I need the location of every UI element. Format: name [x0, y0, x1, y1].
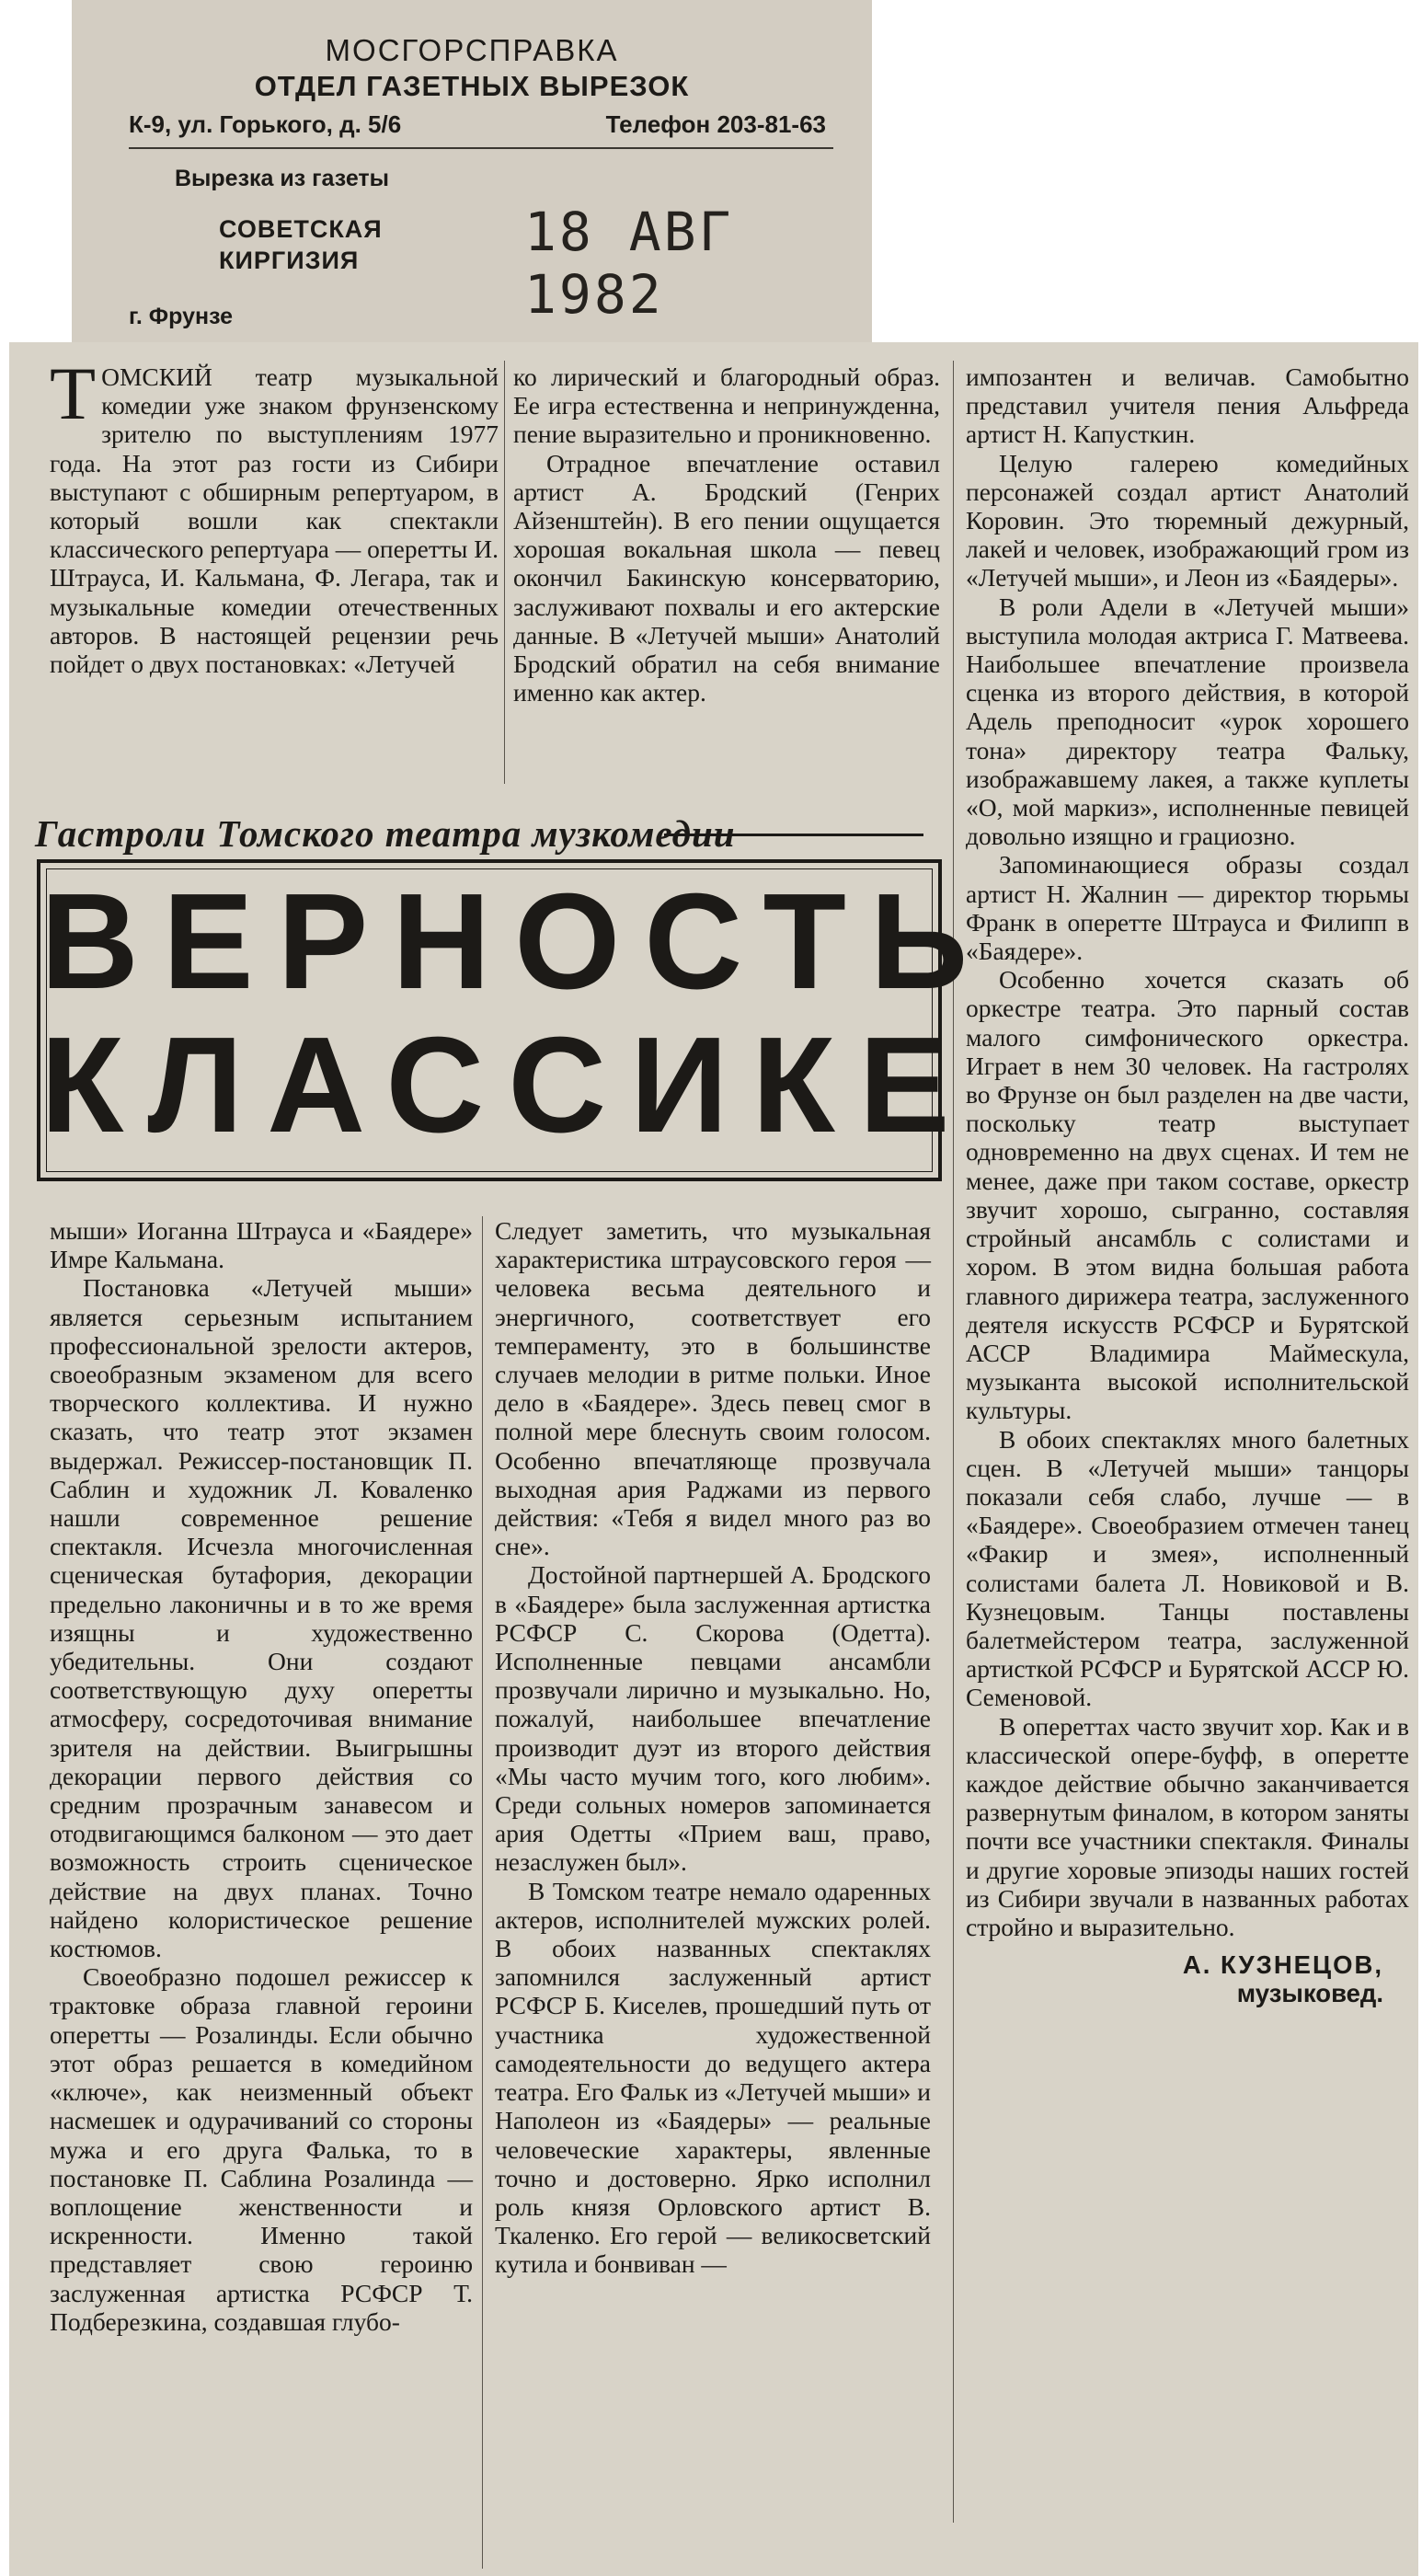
- paragraph: Целую галерею комедийных персонажей создал артист Анатолий Коровин. Это тюремный дежурный, лакей и человек, изображающий гром из «Летучей мыши», и Леон из «Баядеры».: [966, 448, 1409, 592]
- author-name: А. КУЗНЕЦОВ,: [1182, 1950, 1383, 1980]
- column-divider: [953, 361, 954, 2523]
- paragraph: [50, 351, 499, 679]
- paragraph: В Томском театре немало одаренных актеров, исполнителей мужских ролей. В обоих названных спектаклях запомнился заслуженный артист РСФСР Б. Киселев, прошедший путь от участника художественной самодеятельности до ведущего актера театра. Его Фальк из «Летучей мыши» и Наполеон из «Баядеры» — реальные человеческие характеры, явленные точно и достоверно. Ярко исполнил роль князя Орловского артист В. Ткаленко. Его герой — великосветский кутила и бонвиван —: [495, 1876, 931, 2279]
- label-city: г. Фрунзе: [129, 304, 234, 329]
- paragraph: импозантен и величав. Самобытно представил учителя пения Альфреда артист Н. Капусткин.: [966, 362, 1409, 449]
- author-role: музыковед.: [1236, 1979, 1383, 2008]
- drop-cap: Т: [50, 351, 97, 435]
- kicker-rule: [664, 834, 923, 836]
- column-divider: [504, 361, 505, 784]
- paragraph-text: ОМСКИЙ театр музыкальной комедии уже знаком фрунзенскому зрителю по выступлениям 1977 года. На этот раз гости из Сибири выступают с обширным репертуаром, в который вошли как спектакли классического репертуара — оперетты И. Штрауса, И. Кальмана, Ф. Легара, так и музыкальные комедии отечественных авторов. В настоящей рецензии речь пойдет о двух постановках: «Летучей: [50, 362, 499, 679]
- label-source-caption: Вырезка из газеты: [175, 166, 389, 191]
- headline-kicker: Гастроли Томского театра музкомедии: [35, 812, 736, 855]
- paragraph: Своеобразно подошел режиссер к трактовке образа главной героини оперетты — Розалинды. Если обычно этот образ решается в комедийном «ключе», как неизменный объект насмешек и одурачиваний со стороны мужа и его друга Фалька, то в постановке П. Саблина Розалинда — воплощение женственности и искренности. Именно такой представляет свою героиню заслуженная артистка РСФСР Т. Подберезкина, создавшая глубо-: [50, 1962, 473, 2336]
- column-divider: [482, 1216, 483, 2569]
- archive-label-slip: [72, 0, 872, 342]
- headline-block: [29, 806, 992, 1192]
- article-column-5: [495, 1216, 931, 2569]
- headline-title-line-1: ВЕРНОСТЬ: [40, 866, 992, 1018]
- paragraph: В обоих спектаклях много балетных сцен. В «Летучей мыши» танцоры показали себя слабо, лучше — в «Баядере». Своеобразием отмечен танец «Факир и змея», исполненный солистами балета Л. Новиковой и В. Кузнецовым. Танцы поставлены балетмейстером театра, заслуженной артисткой РСФСР и Бурятской АССР Ю. Семеновой.: [966, 1424, 1409, 1712]
- label-contact-line: [129, 110, 826, 139]
- paragraph: мыши» Иоганна Штрауса и «Баядере» Имре Кальмана.: [50, 1216, 473, 1274]
- newspaper-clipping: [9, 342, 1418, 2576]
- article-column-1: [50, 351, 499, 781]
- paragraph: Достойной партнершей А. Бродского в «Баядере» была заслуженная артистка РСФСР С. Скорова (Одетта). Исполненные певцами ансамбли прозвучали лирично и музыкально. Но, пожалуй, наибольшее впечатление производит дуэт из второго действия «Мы часто мучим того, кого любим». Среди сольных номеров запоминается ария Одетты «Прием ваш, право, незаслужен был».: [495, 1560, 931, 1877]
- paragraph: Постановка «Летучей мыши» является серьезным испытанием профессиональной зрелости актеров, своеобразным экзаменом для всего творческого коллектива. И нужно сказать, что театр этот экзамен выдержал. Режиссер-постановщик П. Саблин и художник Л. Коваленко нашли современное решение спектакля. Исчезла многочисленная сценическая бутафория, декорации предельно лаконичны и в то же время изящны и художественно убедительны. Они создают соответствующую духу оперетты атмосферу, сосредоточивая внимание зрителя на действии. Выигрышны декорации первого действия со средним прозрачным занавесом и отодвигающимся балконом — это дает возможность строить сценическое действие на двух планах. Точно найдено колористическое решение костюмов.: [50, 1273, 473, 1963]
- label-department: ОТДЕЛ ГАЗЕТНЫХ ВЫРЕЗОК: [254, 70, 690, 102]
- date-stamp: 18 АВГ 1982: [524, 201, 734, 326]
- headline-title-line-2: КЛАССИКЕ: [40, 1009, 974, 1161]
- paragraph: Особенно хочется сказать об оркестре театра. Это парный состав малого симфонического оркестра. Играет в нем 30 человек. На гастролях во Фрунзе он был разделен на две части, поскольку театр выступает одновременно на двух сценах. И тем не менее, даже при таком составе, оркестр звучит хорошо, сыгранно, составляя стройный ансамбль с солистами и хором. В этом видна большая работа главного дирижера театра, заслуженного деятеля искусств РСФСР и Бурятской АССР Владимира Маймескула, музыканта высокой исполнительской культуры.: [966, 965, 1409, 1425]
- label-divider: [129, 147, 833, 149]
- headline-frame: [37, 859, 992, 1181]
- paragraph: В опереттах часто звучит хор. Как и в классической опере-буфф, в оперетте каждое действие обычно заканчивается развернутым финалом, в котором заняты почти все участники спектакля. Финалы и другие хоровые эпизоды наших гостей из Сибири звучали в названных работах стройно и выразительно.: [966, 1711, 1409, 1941]
- paragraph: Следует заметить, что музыкальная характеристика штраусовского героя — человека весьма деятельного и энергичного, соответствует его темпераменту, это в большинстве случаев мелодии в ритме польки. Иное дело в «Баядере». Здесь певец смог в полной мере блеснуть своим голосом. Особенно впечатляюще прозвучала выходная ария Раджами из первого действия: «Тебя я видел много раз во сне».: [495, 1216, 931, 1561]
- label-phone: Телефон 203-81-63: [605, 110, 826, 138]
- label-newspaper-name: СОВЕТСКАЯ КИРГИЗИЯ: [219, 215, 383, 274]
- label-address: К-9, ул. Горького, д. 5/6: [129, 110, 402, 138]
- paragraph: ко лирический и благородный образ. Ее игра естественна и непринужденна, пение выразительно и проникновенно.: [513, 362, 940, 449]
- article-column-2: [513, 362, 940, 781]
- article-column-4: [50, 1216, 473, 2569]
- paragraph: Запоминающиеся образы создал артист Н. Жалнин — директор тюрьмы Франк в оперетте Штрауса и Филипп в «Баядере».: [966, 850, 1409, 966]
- article-column-3: [966, 362, 1409, 2524]
- paragraph: В роли Адели в «Летучей мыши» выступила молодая актриса Г. Матвеева. Наибольшее впечатление произвела сценка из второго действия, в которой Адель преподносит «урок хорошего тона» директору театра Фальку, изображавшему лакея, а также куплеты «О, мой маркиз», исполненные певицей довольно изящно и грациозно.: [966, 592, 1409, 851]
- label-org: МОСГОРСПРАВКА: [325, 33, 619, 67]
- paragraph: Отрадное впечатление оставил артист А. Бродский (Генрих Айзенштейн). В его пении ощущается хорошая вокальная школа — певец окончил Бакинскую консерваторию, заслуживают похвалы и его актерские данные. В «Летучей мыши» Анатолий Бродский обратил на себя внимание именно как актер.: [513, 448, 940, 707]
